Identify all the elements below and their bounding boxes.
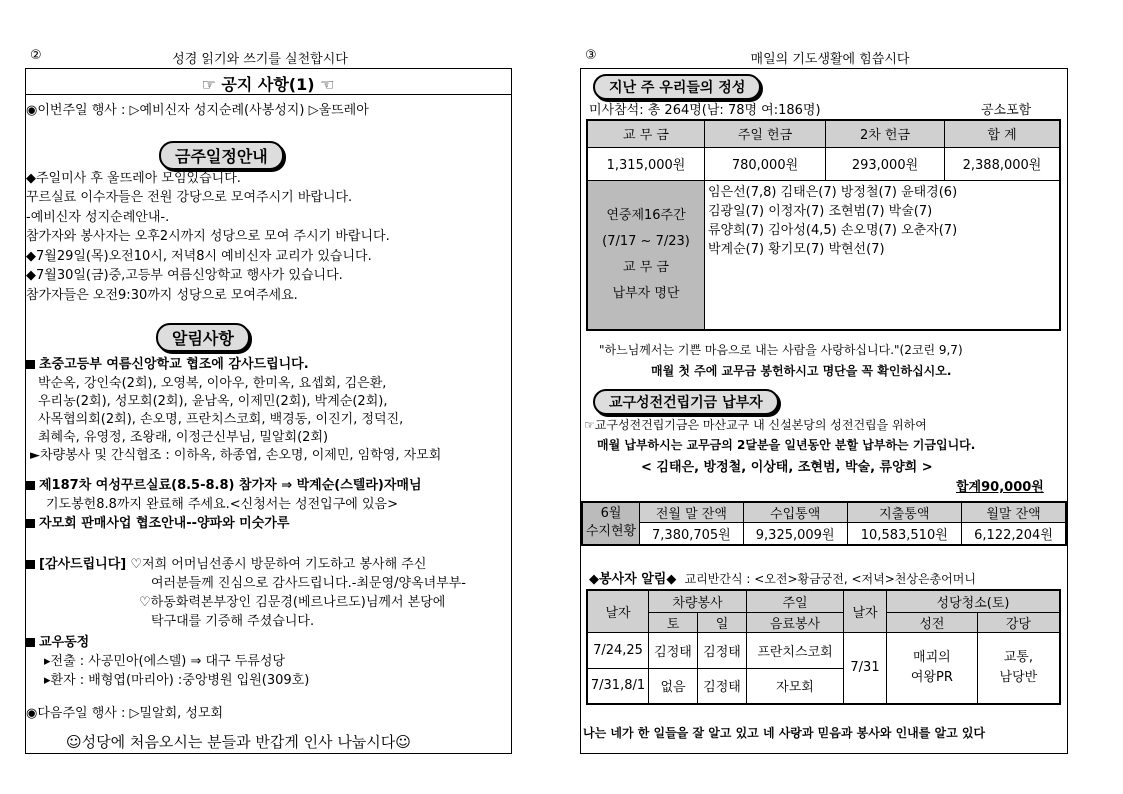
volunteer-header: 날자	[587, 590, 649, 632]
offering-value: 293,000원	[826, 147, 945, 180]
schedule-line: ◆7월30일(금)중,고등부 여름신앙학교 행사가 있습니다.	[26, 268, 343, 283]
schedule-title: 금주일정안내	[159, 141, 284, 170]
news-title: 알림사항	[156, 323, 250, 352]
offering-reminder: 매월 첫 주에 교무금 봉헌하시고 명단을 꼭 확인하십시오.	[651, 364, 952, 378]
volunteer-cell: 없음	[649, 668, 698, 704]
volunteer-cell-line: 남당반	[999, 669, 1038, 685]
schedule-line: 참가자들은 오전9:30까지 성당으로 모여주세요.	[26, 288, 298, 303]
contributor-label-line: 연중제16주간	[606, 207, 686, 223]
scripture-quote: "하느님께서는 기쁜 마음으로 내는 사람을 사랑하십니다."(2코린 9,7)	[599, 343, 963, 357]
news-line: 최혜숙, 유영정, 조왕래, 이정근신부님, 밀알회(2회)	[38, 430, 329, 445]
news-heading: 초중고등부 여름신앙학교 협조에 감사드립니다.	[39, 357, 309, 372]
offering-value: 780,000원	[705, 147, 826, 180]
offering-header: 주일 헌금	[705, 120, 826, 147]
finance-value: 6,122,204원	[962, 523, 1066, 545]
finance-label-line: 수지현황	[585, 524, 637, 540]
right-footer: 나는 네가 한 일들을 잘 알고 있고 네 사랑과 믿음과 봉사와 인내를 알고 있다	[583, 726, 986, 740]
building-fund-line: 매월 납부하시는 교무금의 2달분을 일년동안 분할 납부하는 기금입니다.	[597, 438, 976, 452]
volunteer-header: 일	[698, 612, 747, 632]
volunteer-cell-line: 여왕PR	[910, 669, 953, 685]
offering-value: 2,388,000원	[945, 147, 1061, 180]
news-heading: 교우동정	[39, 635, 90, 650]
news-line: 기도봉헌8.8까지 완료해 주세요.<신청서는 성전입구에 있음>	[46, 497, 398, 512]
volunteer-cell: 7/31,8/1	[587, 668, 649, 704]
offering-header: 교 무 금	[587, 120, 705, 147]
offering-value: 1,315,000원	[587, 147, 705, 180]
contributor-label-line: 교 무 금	[623, 259, 669, 275]
building-fund-names: < 김태은, 방정철, 이상태, 조현범, 박술, 류양희 >	[641, 460, 933, 475]
news-line: ▸환자 : 배형엽(마리아) :중앙병원 입원(309호)	[44, 673, 310, 688]
finance-table	[581, 501, 1067, 546]
offering-title: 지난 주 우리들의 정성	[593, 74, 761, 100]
volunteer-cell: 자모회	[747, 668, 844, 704]
contributor-label-line: 납부자 명단	[612, 285, 680, 301]
finance-header: 수입통액	[743, 502, 847, 523]
volunteer-header: 강당	[977, 612, 1060, 632]
volunteer-cell	[977, 632, 1060, 704]
schedule-line: 참가자와 봉사자는 오후2시까지 성당으로 모여 주시기 바랍니다.	[26, 229, 390, 244]
volunteer-cell: 프란치스코회	[747, 632, 844, 668]
news-line: ▸전출 : 사공민아(에스델) ⇒ 대구 두류성당	[44, 654, 285, 669]
finance-header: 전월 말 잔액	[640, 502, 744, 523]
news-line: 우리농(2회), 성모회(2회), 윤남옥, 이제민(2회), 박계순(2회),	[38, 394, 388, 409]
news-heading: [감사드립니다]	[39, 557, 127, 572]
volunteer-title: ◆봉사자 알림◆	[589, 572, 677, 587]
volunteer-cell: 7/24,25	[587, 632, 649, 668]
attendance-note: 공소포함	[981, 103, 1032, 118]
contributor-list	[705, 180, 1061, 330]
bullet-square-icon	[26, 519, 35, 528]
building-fund-title: 교구성전건립기금 납부자	[593, 389, 779, 415]
volunteer-cell: 김정태	[698, 668, 747, 704]
offering-header: 2차 헌금	[826, 120, 945, 147]
contributor-label	[587, 180, 705, 330]
volunteer-cell: 김정태	[649, 632, 698, 668]
bullet-square-icon	[26, 360, 35, 369]
bullet-square-icon	[26, 481, 35, 490]
finance-label-line: 6월	[600, 506, 622, 522]
news-line: 박순옥, 강인숙(2회), 오영복, 이아우, 한미옥, 요셉회, 김은환,	[38, 376, 387, 391]
notice-title: ☞ 공지 사항(1) ☜	[201, 75, 335, 94]
finance-label	[582, 502, 640, 545]
volunteer-header: 날자	[844, 590, 887, 632]
schedule-line: ◆주일미사 후 울뜨레아 모임있습니다.	[26, 171, 241, 186]
left-footer: ☺성당에 처음오시는 분들과 반갑게 인사 나눕시다☺	[66, 733, 411, 751]
contributor-line: 김광일(7) 이정자(7) 조현범(7) 박술(7)	[708, 203, 933, 219]
attendance-text: 미사참석: 총 264명(남: 78명 여:186명)	[589, 103, 821, 118]
volunteer-note: 교리반간식 : <오전>황금궁전, <저녁>천상은총어머니	[684, 572, 976, 586]
volunteer-header: 음료봉사	[747, 612, 844, 632]
this-week-events: ◉이번주일 행사 : ▷예비신자 성지순례(사봉성지) ▷울뜨레아	[26, 103, 369, 118]
left-page-number: ②	[30, 48, 42, 63]
building-fund-total: 합계90,000원	[956, 480, 1044, 495]
building-fund-line: ☞교구성전건립기금은 마산교구 내 신설본당의 성전건립을 위하여	[584, 418, 927, 432]
news-line: 사목협의회(2회), 손오명, 프란치스코회, 백경동, 이진기, 정덕진,	[38, 412, 404, 427]
news-line: ♡저희 어머님선종시 방문하여 기도하고 봉사해 주신	[130, 557, 427, 572]
contributor-label-line: (7/17 ~ 7/23)	[602, 233, 690, 249]
schedule-line: 꾸르실료 이수자들은 전원 강당으로 모여주시기 바랍니다.	[26, 190, 353, 205]
news-support-line: ►차량봉사 및 간식협조 : 이하옥, 하종엽, 손오명, 이제민, 임학영, 자모회	[30, 448, 442, 463]
schedule-line: ◆7월29일(목)오전10시, 저녁8시 예비신자 교리가 있습니다.	[26, 249, 372, 264]
volunteer-cell	[887, 632, 978, 704]
finance-value: 9,325,009원	[743, 523, 847, 545]
right-page-title: 매일의 기도생활에 힘씁시다	[750, 52, 910, 67]
volunteer-header: 성전	[887, 612, 978, 632]
bullet-square-icon	[26, 560, 35, 569]
contributor-line: 임은선(7,8) 김태은(7) 방정철(7) 윤태경(6)	[708, 184, 958, 200]
contributor-line: 류양희(7) 김아성(4,5) 손오명(7) 오춘자(7)	[708, 222, 958, 238]
volunteer-header: 성당청소(토)	[887, 590, 1061, 612]
volunteer-header: 토	[649, 612, 698, 632]
news-line: 여러분들께 진심으로 감사드립니다.-최문영/양옥녀부부-	[151, 576, 466, 591]
volunteer-table	[586, 589, 1061, 705]
volunteer-cell: 김정태	[698, 632, 747, 668]
finance-header: 지출통액	[847, 502, 962, 523]
volunteer-cell-line: 매괴의	[913, 649, 951, 665]
offering-header: 합 계	[945, 120, 1061, 147]
finance-value: 10,583,510원	[847, 523, 962, 545]
left-page-title: 성경 읽기와 쓰기를 실천합시다	[172, 52, 348, 67]
finance-value: 7,380,705원	[640, 523, 744, 545]
volunteer-header: 주일	[747, 590, 844, 612]
news-heading: 자모회 판매사업 협조안내--양파와 미숫가루	[39, 516, 290, 531]
finance-header: 월말 잔액	[962, 502, 1066, 523]
offering-table	[586, 119, 1061, 331]
next-week-events: ◉다음주일 행사 : ▷밀알회, 성모회	[26, 706, 224, 721]
news-line: ♡하동화력본부장인 김문경(베르나르도)님께서 본당에	[139, 595, 446, 610]
schedule-line: -예비신자 성지순례안내-.	[26, 210, 170, 225]
bullet-square-icon	[26, 638, 35, 647]
news-line: 탁구대를 기증해 주셨습니다.	[151, 614, 315, 629]
contributor-line: 박계순(7) 황기모(7) 박현선(7)	[708, 241, 885, 257]
left-panel	[25, 68, 512, 754]
news-heading: 제187차 여성꾸르실료(8.5-8.8) 참가자 ⇒ 박계순(스텔라)자매님	[39, 478, 422, 493]
volunteer-cell: 7/31	[844, 632, 887, 704]
volunteer-cell-line: 교통,	[1003, 649, 1033, 665]
right-panel	[580, 68, 1068, 754]
right-page-number: ③	[585, 48, 597, 63]
volunteer-header: 차량봉사	[649, 590, 747, 612]
